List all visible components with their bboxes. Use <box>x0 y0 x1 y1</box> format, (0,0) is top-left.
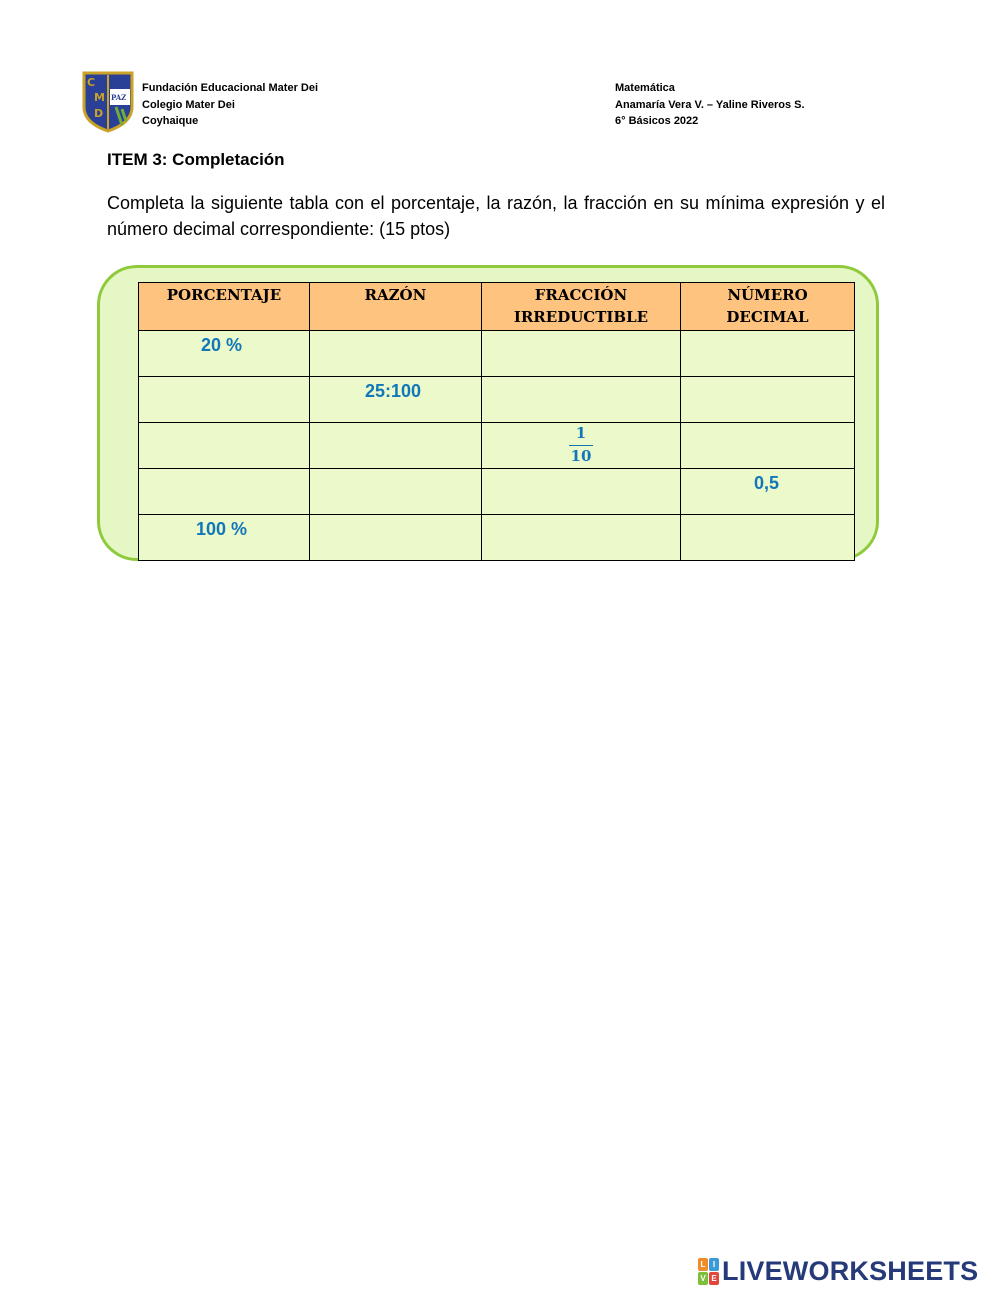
answer-cell[interactable] <box>309 331 481 377</box>
header-course-info <box>615 80 805 130</box>
given-value: 20 % <box>201 335 243 355</box>
icon-letter-v: V <box>698 1272 708 1285</box>
liveworksheets-wordmark: LIVEWORKSHEETS <box>722 1256 979 1286</box>
liveworksheets-brand <box>698 1256 978 1287</box>
table-row <box>139 469 855 515</box>
header-decimal-line2: DECIMAL <box>726 308 809 326</box>
answer-cell[interactable] <box>309 515 481 561</box>
answer-cell[interactable] <box>139 469 310 515</box>
answer-cell[interactable] <box>681 331 855 377</box>
instructions: Completa la siguiente tabla con el porcentaje, la razón, la fracción en su mínima expresión y el número decimal correspondiente: (15 ptos) <box>107 193 885 239</box>
answer-cell[interactable] <box>139 423 310 469</box>
icon-letter-l: L <box>698 1258 708 1271</box>
header-subject: Matemática <box>615 82 675 94</box>
answer-cell[interactable] <box>309 469 481 515</box>
header-fraccion-line2: IRREDUCTIBLE <box>513 308 649 326</box>
answer-cell[interactable] <box>139 377 310 423</box>
header-school-info <box>142 80 318 130</box>
answer-cell[interactable] <box>481 515 680 561</box>
header-fraccion-line1: FRACCIÓN <box>534 286 628 304</box>
cell-fraccion <box>481 423 680 469</box>
answer-cell[interactable] <box>481 331 680 377</box>
header-razon-label: RAZÓN <box>364 286 427 304</box>
table-row <box>139 331 855 377</box>
logo-motto: PAZ <box>111 93 127 102</box>
table-row <box>139 515 855 561</box>
cell-porcentaje <box>139 515 310 561</box>
item-title: ITEM 3: Completación <box>107 150 285 169</box>
answer-cell[interactable] <box>681 423 855 469</box>
header-porcentaje-label: PORCENTAJE <box>166 286 282 304</box>
table-row <box>139 423 855 469</box>
cell-porcentaje <box>139 331 310 377</box>
cell-decimal <box>681 469 855 515</box>
given-value: 25:100 <box>364 381 422 401</box>
table-header-row <box>139 283 855 331</box>
header-decimal <box>681 283 855 331</box>
icon-letter-i: I <box>709 1258 719 1271</box>
answer-cell[interactable] <box>681 515 855 561</box>
fraction-bar <box>569 445 593 446</box>
given-value: 100 % <box>196 519 248 539</box>
header-decimal-line1: NÚMERO <box>727 286 808 304</box>
header-razon <box>309 283 481 331</box>
liveworksheets-icon <box>698 1258 719 1285</box>
given-fraction <box>482 423 680 465</box>
logo-letter-d: D <box>94 107 104 120</box>
logo-letter-m: M <box>94 91 105 104</box>
header-school: Colegio Mater Dei <box>142 98 235 111</box>
school-logo <box>82 71 134 133</box>
answer-cell[interactable] <box>681 377 855 423</box>
header-foundation: Fundación Educacional Mater Dei <box>142 82 319 94</box>
answer-cell[interactable] <box>481 377 680 423</box>
given-value: 0,5 <box>754 473 780 493</box>
completion-table <box>138 282 855 561</box>
fraction-numerator: 1 <box>575 424 587 442</box>
fraction-denominator: 10 <box>570 447 592 465</box>
header-porcentaje <box>139 283 310 331</box>
icon-letter-e: E <box>709 1272 719 1285</box>
header-city: Coyhaique <box>142 115 199 127</box>
table-row <box>139 377 855 423</box>
logo-letter-c: C <box>87 76 96 89</box>
answer-cell[interactable] <box>481 469 680 515</box>
header-grade: 6° Básicos 2022 <box>615 115 699 127</box>
header-fraccion <box>481 283 680 331</box>
cell-razon <box>309 377 481 423</box>
header-teachers: Anamaría Vera V. – Yaline Riveros S. <box>615 98 805 111</box>
answer-cell[interactable] <box>309 423 481 469</box>
